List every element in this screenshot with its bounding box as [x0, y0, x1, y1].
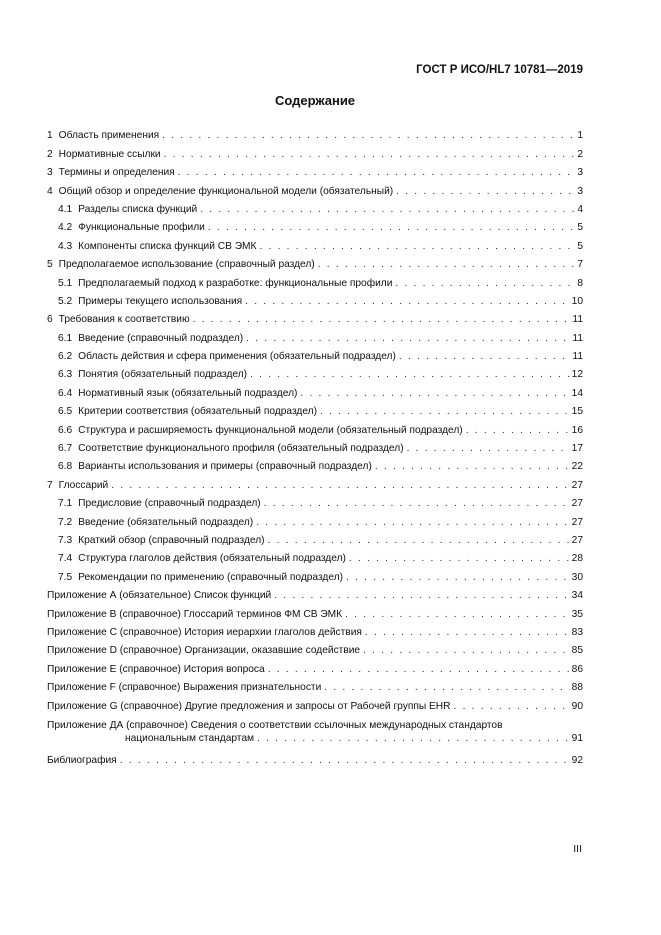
- dot-leader: [466, 425, 570, 437]
- toc-entry-label: [47, 480, 108, 492]
- toc-entry-page: 5: [577, 240, 583, 252]
- toc-entry[interactable]: [47, 602, 583, 620]
- dot-leader: [349, 553, 570, 565]
- toc-entry-page: 27: [571, 479, 583, 491]
- toc-entry-number: 4: [47, 185, 53, 197]
- toc-entry-label: [58, 443, 404, 455]
- toc-entry-title: Приложение ДА (справочное) Сведения о соответствии ссылочных международных стандартов: [47, 719, 503, 731]
- dot-leader: [200, 204, 575, 216]
- toc-entry-number: 1: [47, 130, 53, 142]
- toc-entry-number: 6: [47, 314, 53, 326]
- toc-entry-number: 3: [47, 167, 53, 179]
- toc-entry[interactable]: [47, 124, 583, 142]
- toc-entry-page: 92: [571, 754, 583, 766]
- toc-entry-label: [47, 701, 451, 713]
- dot-leader: [245, 296, 570, 308]
- toc-entry-title: Введение (справочный подраздел): [78, 332, 244, 344]
- toc-entry-label: [47, 186, 393, 198]
- toc-entry-label: [47, 627, 362, 639]
- toc-entry-title: Приложение Е (справочное) История вопроса: [47, 663, 265, 675]
- dot-leader: [208, 222, 575, 234]
- dot-leader: [111, 480, 569, 492]
- toc-entry-label: [47, 314, 190, 326]
- toc-entry-number: 2: [47, 148, 53, 160]
- toc-entry-number: 6.2: [58, 351, 73, 363]
- toc-entry-number: 5: [47, 259, 53, 271]
- toc-entry[interactable]: [47, 437, 583, 455]
- toc-entry[interactable]: [47, 234, 583, 252]
- toc-entry-number: 7.5: [58, 571, 73, 583]
- dot-leader: [375, 461, 570, 473]
- toc-entry-page: 28: [571, 553, 583, 565]
- toc-entry[interactable]: [47, 565, 583, 583]
- toc-entry-label: [58, 222, 205, 234]
- toc-entry-title: Предполагаемый подход к разработке: функциональные профили: [78, 277, 393, 289]
- dot-leader: [162, 130, 575, 142]
- toc-entry[interactable]: [47, 547, 583, 565]
- dot-leader: [257, 732, 570, 745]
- toc-entry-page: 35: [571, 608, 583, 620]
- toc-entry-title: Разделы списка функций: [78, 203, 198, 215]
- toc-entry-label: [58, 406, 317, 418]
- toc-entry-page: 17: [571, 443, 583, 455]
- toc-entry-label: [58, 296, 242, 308]
- toc-entry-title: Нормативные ссылки: [58, 148, 161, 160]
- toc-entry-title: Приложение С (справочное) История иерархии глаголов действия: [47, 626, 362, 638]
- toc-entry-title: Рекомендации по применению (справочный подраздел): [78, 571, 344, 583]
- toc-entry-title: Предполагаемое использование (справочный раздел): [58, 259, 315, 271]
- toc-entry-title: Приложение D (справочное) Организации, оказавшие содействие: [47, 645, 361, 657]
- toc-entry-number: 4.3: [58, 240, 73, 252]
- toc-entry-label: [58, 388, 297, 400]
- toc-entry-label: [58, 498, 261, 510]
- toc-entry[interactable]: [47, 400, 583, 418]
- toc-entry-number: 6.3: [58, 369, 73, 381]
- toc-entry-title: Структура глаголов действия (обязательный подраздел): [78, 553, 346, 565]
- toc-entry-page: 15: [571, 406, 583, 418]
- toc-entry-label: [58, 204, 197, 216]
- toc-entry-page: 34: [571, 590, 583, 602]
- dot-leader: [345, 609, 570, 621]
- toc-entry[interactable]: [47, 455, 583, 473]
- toc-entry-number: 5.1: [58, 277, 73, 289]
- toc-entry-number: 7.4: [58, 553, 73, 565]
- toc-entry-number: 7: [47, 479, 53, 491]
- toc-entry-label: [58, 553, 346, 565]
- dot-leader: [274, 590, 569, 602]
- toc-entry-title: Компоненты списка функций СВ ЭМК: [78, 240, 257, 252]
- toc-entry[interactable]: [47, 657, 583, 675]
- dot-leader: [399, 351, 571, 363]
- toc-entry-page: 27: [571, 498, 583, 510]
- dot-leader: [120, 755, 570, 767]
- toc-entry-label: [47, 682, 321, 694]
- toc-entry[interactable]: [47, 198, 583, 216]
- toc-entry-page: 91: [571, 732, 583, 744]
- dot-leader: [256, 517, 569, 529]
- toc-entry-page: 85: [571, 645, 583, 657]
- toc-entry[interactable]: [47, 308, 583, 326]
- toc-entry-label: [58, 333, 243, 345]
- toc-entry-label: [58, 572, 343, 584]
- toc-entry-title: Нормативный язык (обязательный подраздел): [78, 387, 298, 399]
- toc-entry-title: Варианты использования и примеры (справочный подраздел): [78, 461, 372, 473]
- toc-entry[interactable]: [47, 179, 583, 197]
- dot-leader: [300, 388, 569, 400]
- toc-entry-number: 6.4: [58, 387, 73, 399]
- toc-entry-title: Приложение F (справочное) Выражения признательности: [47, 682, 322, 694]
- toc-entry-title: Предисловие (справочный подраздел): [78, 498, 261, 510]
- dot-leader: [407, 443, 570, 455]
- toc-entry-title: Область действия и сфера применения (обязательный подраздел): [78, 351, 396, 363]
- dot-leader: [193, 314, 571, 326]
- dot-leader: [259, 241, 575, 253]
- toc-entry[interactable]: [47, 639, 583, 657]
- toc-entry-number: 7.2: [58, 516, 73, 528]
- dot-leader: [454, 701, 570, 713]
- toc-entry-bibliography[interactable]: [47, 745, 583, 767]
- toc-entry-title: Структура и расширяемость функциональной модели (обязательный подраздел): [78, 424, 463, 436]
- toc-entry-number: 7.1: [58, 498, 73, 510]
- page-number: III: [573, 843, 582, 855]
- toc-entry-title: Краткий обзор (справочный подраздел): [78, 534, 265, 546]
- toc-entry-label: [47, 590, 271, 602]
- toc-entry-page: 1: [577, 130, 583, 142]
- toc-entry[interactable]: [47, 271, 583, 289]
- toc-entry[interactable]: [47, 621, 583, 639]
- table-of-contents: [47, 124, 583, 767]
- toc-entry-page: 90: [571, 700, 583, 712]
- dot-leader: [178, 167, 576, 179]
- toc-entry[interactable]: [47, 161, 583, 179]
- toc-entry[interactable]: [47, 694, 583, 712]
- toc-entry-number: 4.1: [58, 203, 73, 215]
- toc-entry-title: Область применения: [58, 130, 160, 142]
- toc-entry-label: [58, 278, 392, 290]
- toc-entry-title: Введение (обязательный подраздел): [78, 516, 254, 528]
- toc-entry-label: [58, 425, 463, 437]
- toc-entry-label: [58, 241, 256, 253]
- toc-entry-label: [58, 369, 247, 381]
- toc-entry-page: 7: [577, 259, 583, 271]
- toc-entry[interactable]: [47, 142, 583, 160]
- toc-entry[interactable]: [47, 381, 583, 399]
- toc-entry-page: 11: [572, 314, 583, 326]
- toc-entry-number: 7.3: [58, 534, 73, 546]
- toc-entry-page: 83: [571, 626, 583, 638]
- toc-entry-label: [47, 609, 342, 621]
- toc-entry[interactable]: [47, 345, 583, 363]
- toc-entry-appendix-da[interactable]: [47, 713, 583, 745]
- toc-entry-page: 2: [577, 148, 583, 160]
- dot-leader: [396, 186, 575, 198]
- dot-leader: [320, 406, 570, 418]
- toc-entry-number: 6.6: [58, 424, 73, 436]
- dot-leader: [246, 333, 570, 345]
- page-title: Содержание: [274, 93, 356, 108]
- dot-leader: [164, 149, 576, 161]
- toc-entry[interactable]: [47, 676, 583, 694]
- dot-leader: [365, 627, 570, 639]
- toc-entry[interactable]: [47, 290, 583, 308]
- toc-entry[interactable]: [47, 418, 583, 436]
- toc-entry-title: Глоссарий: [58, 479, 109, 491]
- dot-leader: [268, 535, 570, 547]
- toc-entry-title: Критерии соответствия (обязательный подраздел): [78, 406, 317, 418]
- toc-entry-page: 22: [571, 461, 583, 473]
- toc-entry-title: Требования к соответствию: [58, 314, 190, 326]
- toc-entry-page: 8: [577, 277, 583, 289]
- toc-entry-page: 11: [572, 332, 583, 344]
- toc-entry-title: Приложение G (справочное) Другие предложения и запросы от Рабочей группы EHR: [47, 700, 451, 712]
- toc-entry-page: 3: [577, 185, 583, 197]
- toc-entry-title: Термины и определения: [58, 167, 175, 179]
- toc-entry-title: Понятия (обязательный подраздел): [78, 369, 248, 381]
- toc-entry[interactable]: [47, 529, 583, 547]
- toc-entry-label: [47, 664, 265, 676]
- toc-entry-label: [58, 461, 372, 473]
- dot-leader: [268, 664, 570, 676]
- toc-entry-title-continuation: национальным стандартам: [125, 732, 255, 744]
- toc-entry-number: 5.2: [58, 295, 73, 307]
- toc-entry[interactable]: [47, 216, 583, 234]
- dot-leader: [346, 572, 570, 584]
- toc-entry-number: 6.7: [58, 443, 73, 455]
- toc-entry-title: Примеры текущего использования: [78, 295, 243, 307]
- toc-entry-page: 27: [571, 516, 583, 528]
- toc-entry-title: Соответствие функционального профиля (обязательный подраздел): [78, 443, 404, 455]
- dot-leader: [250, 369, 570, 381]
- toc-entry-page: 3: [577, 167, 583, 179]
- toc-entry-page: 12: [571, 369, 583, 381]
- dot-leader: [318, 259, 576, 271]
- toc-entry-label: [58, 351, 396, 363]
- toc-entry-label: [47, 149, 161, 161]
- dot-leader: [395, 278, 575, 290]
- toc-entry-label: [58, 535, 265, 547]
- dot-leader: [324, 682, 569, 694]
- toc-entry-label: [47, 167, 175, 179]
- toc-entry-label: [47, 130, 159, 142]
- toc-entry[interactable]: [47, 253, 583, 271]
- toc-entry-title: Функциональные профили: [78, 222, 205, 234]
- toc-entry[interactable]: [47, 363, 583, 381]
- toc-entry-title: Библиография: [47, 754, 117, 766]
- toc-entry[interactable]: [47, 584, 583, 602]
- toc-entry-number: 6.8: [58, 461, 73, 473]
- toc-entry-label: [47, 755, 117, 767]
- toc-entry[interactable]: [47, 473, 583, 491]
- toc-entry[interactable]: [47, 510, 583, 528]
- toc-entry-page: 30: [571, 571, 583, 583]
- toc-entry-title: Общий обзор и определение функциональной модели (обязательный): [58, 185, 394, 197]
- toc-entry-label: [47, 259, 315, 271]
- toc-entry-page: 27: [571, 534, 583, 546]
- toc-entry-page: 5: [577, 222, 583, 234]
- toc-entry-page: 10: [571, 295, 583, 307]
- toc-entry-label: [47, 645, 360, 657]
- toc-entry-number: 4.2: [58, 222, 73, 234]
- toc-entry[interactable]: [47, 326, 583, 344]
- toc-entry-title: Приложение В (справочное) Глоссарий терминов ФМ СВ ЭМК: [47, 608, 343, 620]
- toc-entry-number: 6.1: [58, 332, 73, 344]
- dot-leader: [363, 645, 570, 657]
- toc-entry-page: 11: [572, 351, 583, 363]
- toc-entry-page: 16: [571, 424, 583, 436]
- toc-entry-page: 86: [571, 663, 583, 675]
- toc-entry-number: 6.5: [58, 406, 73, 418]
- dot-leader: [264, 498, 570, 510]
- toc-entry-label: [58, 517, 253, 529]
- toc-entry-title: Приложение А (обязательное) Список функций: [47, 590, 272, 602]
- toc-entry-page: 14: [571, 387, 583, 399]
- toc-entry[interactable]: [47, 492, 583, 510]
- document-code: ГОСТ Р ИСО/HL7 10781—2019: [416, 64, 583, 76]
- toc-entry-page: 4: [577, 203, 583, 215]
- toc-entry-page: 88: [571, 682, 583, 694]
